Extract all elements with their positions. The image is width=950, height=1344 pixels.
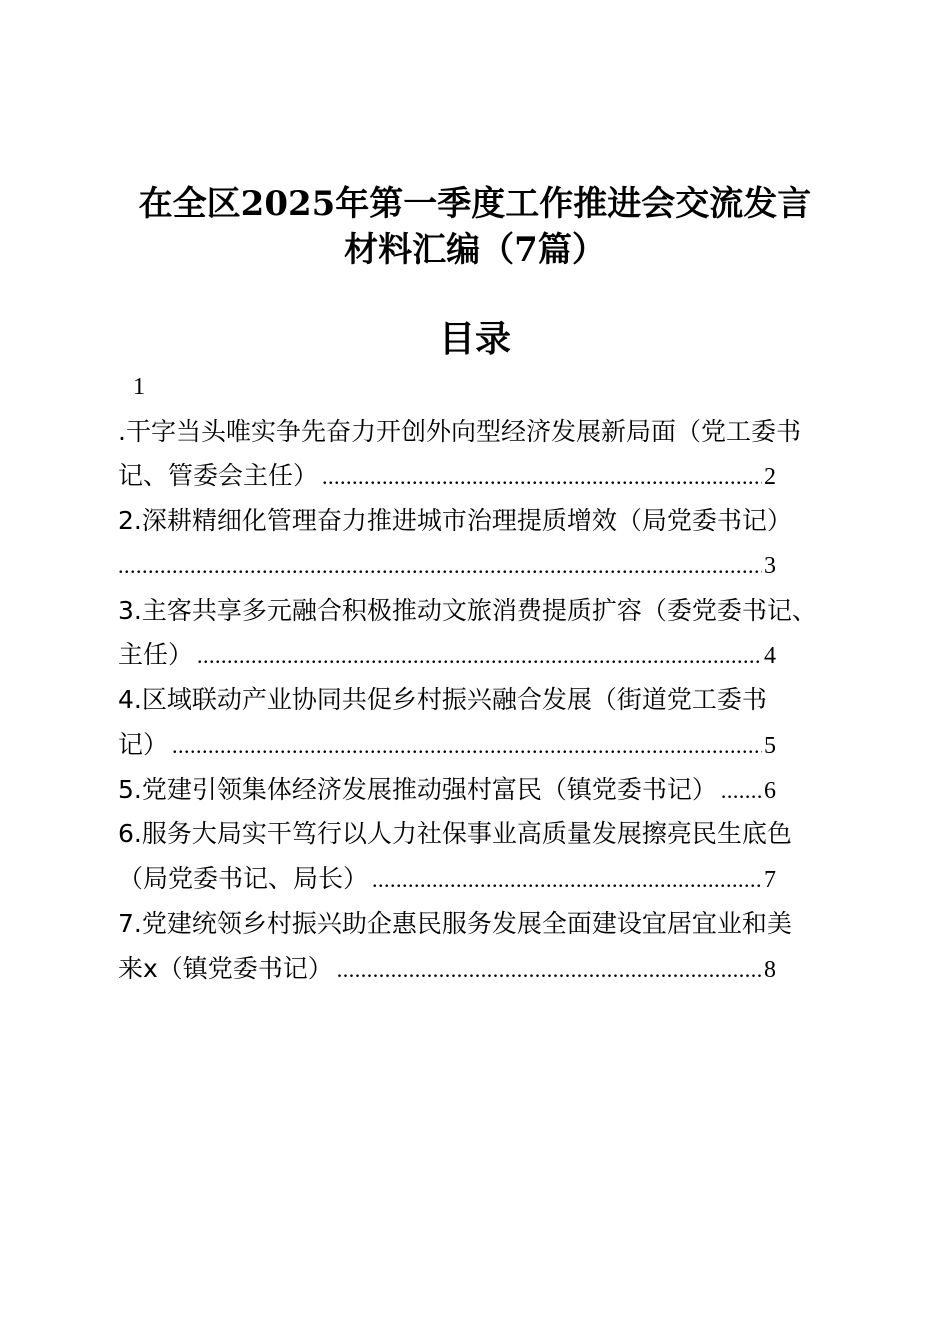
document-title-line-1: 在全区2025年第一季度工作推进会交流发言 xyxy=(138,184,812,224)
toc-item-text: 记、管委会主任） xyxy=(118,461,319,490)
toc-item-text: 4.区域联动产业协同共促乡村振兴融合发展（街道党工委书 xyxy=(118,685,767,714)
toc-item-3-line-1[interactable] xyxy=(118,593,848,629)
toc-item-6-line-2[interactable] xyxy=(118,861,778,898)
toc-item-text: 3.主客共享多元融合积极推动文旅消费提质扩容（委党委书记、 xyxy=(118,596,817,625)
toc-item-text: 记） xyxy=(118,730,169,759)
toc-heading: 目录 xyxy=(438,318,511,360)
toc-item-7-line-1[interactable] xyxy=(118,906,832,942)
toc-item-text: 主任） xyxy=(118,640,194,669)
toc-leader-dots xyxy=(197,638,762,674)
toc-page-number: 2 xyxy=(764,464,776,490)
toc-leader-dots xyxy=(172,728,762,764)
toc-item-7-line-2[interactable] xyxy=(118,951,778,988)
toc-item-text: 7.党建统领乡村振兴助企惠民服务发展全面建设宜居宜业和美 xyxy=(118,909,792,938)
toc-item-6-line-1[interactable] xyxy=(118,816,832,852)
toc-item-4-line-2[interactable] xyxy=(118,727,778,764)
toc-item-text: （局党委书记、局长） xyxy=(118,864,369,893)
toc-leader-dots xyxy=(372,862,762,898)
toc-item-text: 来x（镇党委书记） xyxy=(118,954,333,983)
toc-item-text: 5.党建引领集体经济发展推动强村富民（镇党委书记） xyxy=(118,775,717,804)
toc-item-1-line-2[interactable] xyxy=(118,458,778,495)
toc-leader-dots xyxy=(337,952,762,988)
toc-item-5-line-1[interactable] xyxy=(118,772,778,809)
toc-item-4-line-1[interactable] xyxy=(118,682,832,718)
toc-item-3-line-2[interactable] xyxy=(118,637,778,674)
toc-page-number: 3 xyxy=(764,553,776,579)
toc-leader-dots xyxy=(322,459,762,495)
toc-page-number: 4 xyxy=(764,643,776,669)
toc-page-number: 6 xyxy=(764,778,776,804)
toc-leader-dots xyxy=(721,773,762,809)
toc-leading-number: 1 xyxy=(133,374,145,400)
toc-page-number: 8 xyxy=(764,957,776,983)
toc-item-1-line-1[interactable] xyxy=(118,414,832,450)
toc-item-text: .干字当头唯实争先奋力开创外向型经济发展新局面（党工委书 xyxy=(118,417,801,446)
toc-item-2-line-1[interactable] xyxy=(118,503,832,539)
toc-item-text: 2.深耕精细化管理奋力推进城市治理提质增效（局党委书记） xyxy=(118,506,792,535)
toc-page-number: 5 xyxy=(764,733,776,759)
toc-page-number: 7 xyxy=(764,867,776,893)
toc-leader-dots xyxy=(118,548,762,584)
document-title-line-2: 材料汇编（7篇） xyxy=(344,230,606,270)
toc-item-2-line-2[interactable] xyxy=(118,548,778,584)
toc-item-text: 6.服务大局实干笃行以人力社保事业高质量发展擦亮民生底色 xyxy=(118,819,792,848)
